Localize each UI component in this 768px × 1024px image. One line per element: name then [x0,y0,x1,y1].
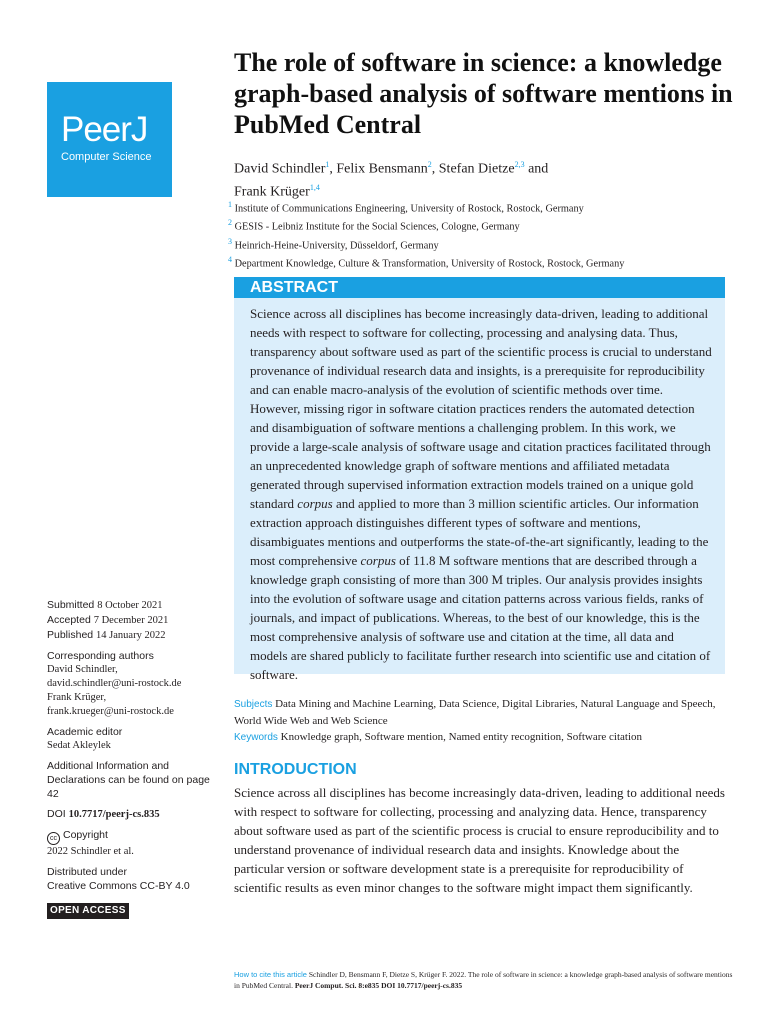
author-sep: and [524,161,549,177]
affiliation-sup: 3 [228,236,232,246]
cite-text: Schindler D, Bensmann F, Dietze S, Krüger F. 2022. The role of software in science: a knowledge graph-based analysis of software mentions in PubMed Central. [234,970,733,990]
abstract-part: of 11.8 M software mentions that are described through a knowledge graph consisting of more than 300 M triples. Our analysis provides insights into the evolution of software usage and citation patterns across various fields, ranks of journals, and impact of publications. Whereas, to the best of our knowledge, this is the most comprehensive analysis of software use and citation at the time, all data and models are shared publicly to facilitate further research into scientific use and citation of software. [250,553,711,682]
author-sep: , [431,161,439,177]
accepted-date: 7 December 2021 [93,615,169,626]
abstract-part: Science across all disciplines has become increasingly data-driven, leading to additional needs with respect to software for collecting, processing and analysing data. Thus, transparency about software used as part of the scientific process is crucial to understand provenance of individual research data and insights, is a prerequisite for reproducibility and can enable macro-analysis of the evolution of scientific methods over time. However, missing rigor in software citation practices renders the automated detection and disambiguation of software mentions a challenging problem. In this work, we provide a large-scale analysis of software usage and citation practices facilitated through an unprecedented knowledge graph of software mentions and affiliated metadata generated through supervised information extraction models trained on a unique gold standard [250,306,712,511]
abstract-box [234,298,725,682]
keywords-label: Keywords [234,732,278,743]
additional-info-note: Additional Information and Declarations can be found on page 42 [47,760,210,800]
license-block [47,865,217,893]
subjects-keywords [234,696,725,746]
logo-journal-name: Computer Science [61,151,152,163]
editor-block [47,725,217,753]
submitted-line [47,598,217,613]
paper-title: The role of software in science: a knowledge graph-based analysis of software mentions in PubMed Central [234,48,733,139]
affiliation-list [228,198,738,272]
corresponding-name: David Schindler, [47,664,118,675]
dates-block [47,598,217,643]
editor-name: Sedat Akleylek [47,740,111,751]
corresponding-block [47,649,217,719]
abstract-part: and applied to more than 3 million scientific articles. Our information extraction approach distinguishes different types of software and mentions, disambiguates mentions and outperforms the state-of-the-art significantly, leading to the most comprehensive [250,496,709,568]
keywords-value: Knowledge graph, Software mention, Named entity recognition, Software citation [280,731,643,743]
copyright-cc-icon: cc [47,832,60,845]
affiliation-item [228,216,738,234]
author-sep: , [329,161,337,177]
subjects-label: Subjects [234,699,273,710]
affiliation-text: Department Knowledge, Culture & Transformation, University of Rostock, Rostock, Germany [234,258,625,270]
copyright-block [47,828,217,859]
copyright-holder: 2022 Schindler et al. [47,846,134,857]
submitted-label: Submitted [47,599,95,611]
abstract-emphasis: corpus [297,496,333,511]
affiliation-sup: 1 [228,200,232,209]
keywords-line [234,729,725,746]
cite-ref: 8:e835 [358,981,380,990]
author-affil-sup: 1 [325,160,330,169]
article-info-sidebar [47,598,217,919]
abstract-text [250,304,713,684]
affiliation-sup: 4 [228,255,232,265]
peerj-logo [47,82,172,197]
introduction-heading: INTRODUCTION [234,761,357,778]
subjects-line [234,696,725,729]
citation-footer [234,969,739,991]
abstract-heading: ABSTRACT [234,277,725,298]
doi-label: DOI [47,808,66,820]
affiliation-sup: 2 [228,218,232,228]
submitted-date: 8 October 2021 [97,600,163,611]
author-name: David Schindler [234,161,326,177]
affiliation-item [228,198,738,216]
affiliation-item [228,253,738,271]
author-name: Stefan Dietze [438,161,515,177]
abstract-emphasis: corpus [360,553,396,568]
published-label: Published [47,629,94,641]
cite-doi[interactable]: DOI 10.7717/peerj-cs.835 [381,981,463,990]
author-list [234,156,734,201]
copyright-label: Copyright [63,829,108,841]
cite-label: How to cite this article [234,970,307,979]
published-line [47,628,217,643]
affiliation-item [228,235,738,253]
corresponding-email[interactable]: david.schindler@uni-rostock.de [47,678,182,689]
corresponding-name: Frank Krüger, [47,692,107,703]
author-name: Felix Bensmann [336,161,428,177]
author-affil-sup: 2,3 [514,160,525,169]
author-affil-sup: 2 [427,160,432,169]
accepted-line [47,613,217,628]
logo-wordmark: PeerJ [61,110,148,149]
subjects-value: Data Mining and Machine Learning, Data Science, Digital Libraries, Natural Language and Speech, World Wide Web and Web Science [234,698,716,727]
distributed-label: Distributed under [47,866,127,878]
affiliation-text: Institute of Communications Engineering, University of Rostock, Rostock, Germany [234,203,584,215]
accepted-label: Accepted [47,614,91,626]
affiliation-text: Heinrich-Heine-University, Düsseldorf, Germany [234,240,439,252]
introduction-text: Science across all disciplines has become increasingly data-driven, leading to additional needs with respect to software for collecting, processing and analyzing data. Hence, transparency about software used as part of the scientific process is crucial to ensure reproducibility and to understand provenance of individual research data and insights. Knowledge about the particular version or software development state is a prerequisite for reproducibility of scientific results as even minor changes to the software might impact them significantly. [234,785,725,895]
license-name[interactable]: Creative Commons CC-BY 4.0 [47,880,190,892]
open-access-badge: OPEN ACCESS [47,903,129,919]
editor-label: Academic editor [47,726,123,738]
cite-journal: PeerJ Comput. Sci. [294,981,357,990]
corresponding-label: Corresponding authors [47,650,154,662]
doi-line [47,807,217,822]
author-affil-sup: 1,4 [309,182,320,192]
published-date: 14 January 2022 [96,630,166,641]
affiliation-text: GESIS - Leibniz Institute for the Social Sciences, Cologne, Germany [234,221,520,233]
corresponding-email[interactable]: frank.krueger@uni-rostock.de [47,706,174,717]
doi-value[interactable]: 10.7717/peerj-cs.835 [68,809,160,820]
author-name: Frank Krüger [234,184,310,200]
